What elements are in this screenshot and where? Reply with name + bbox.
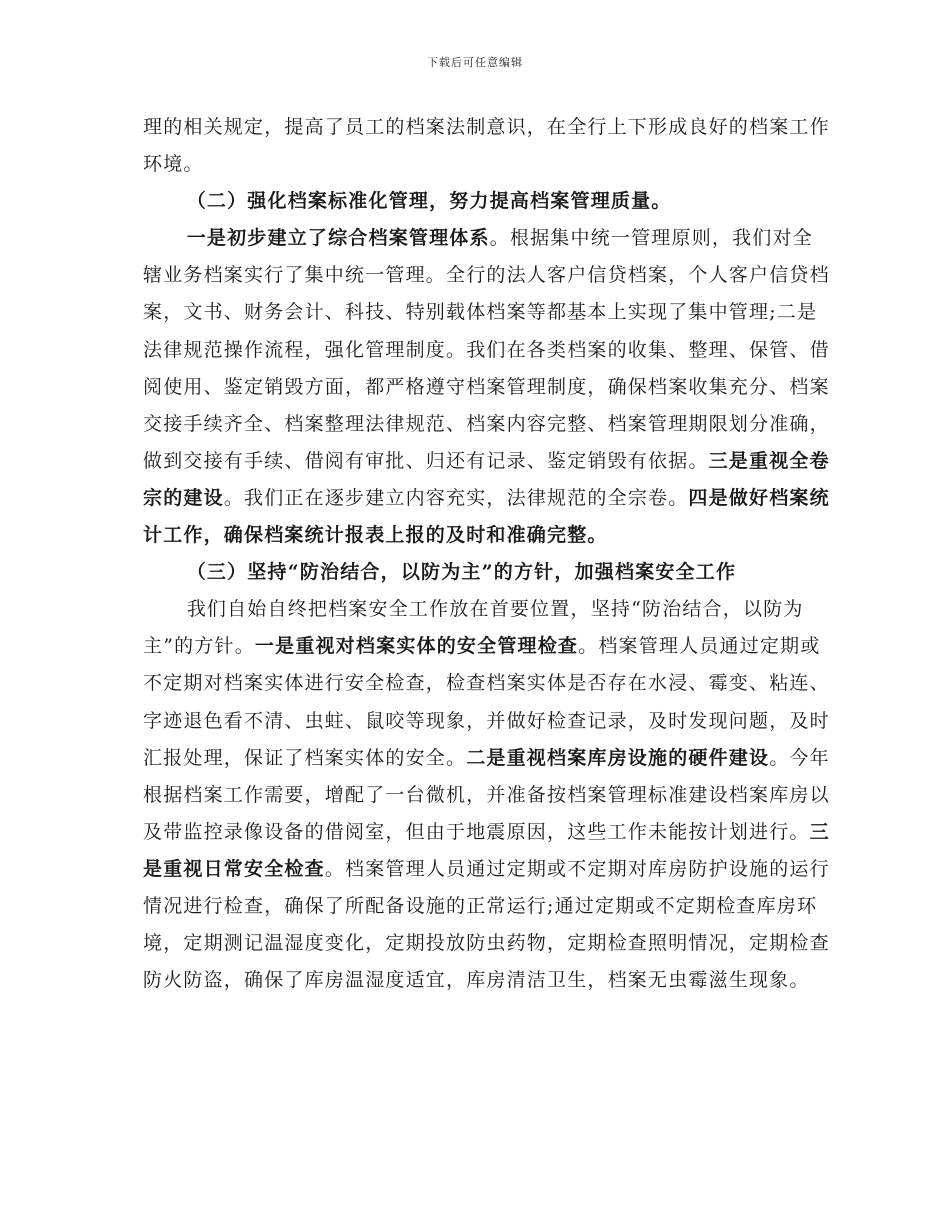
section-heading-2: （二）强化档案标准化管理，努力提高档案管理质量。 (186, 190, 672, 213)
point-1-bold: 一是初步建立了综合档案管理体系 (186, 227, 490, 250)
safety-point-1-bold: 一是重视对档案实体的安全管理检查 (254, 635, 579, 658)
point-3-bold: 三是重视全卷宗的建设 (143, 449, 830, 509)
safety-intro-text: 我们自始自终把档案安全工作放在首要位置，坚持“防治结合，以防为主”的方针。 (143, 598, 804, 658)
paragraph-env-text: 理的相关规定，提高了员工的档案法制意识，在全行上下形成良好的档案工作环境。 (143, 116, 830, 176)
point-4-bold: 四是做好档案统计工作，确保档案统计报表上报的及时和准确完整。 (143, 486, 830, 547)
safety-point-1-text: 。档案管理人员通过定期或不定期对档案实体进行安全检查，检查档案实体是否存在水浸、霉变、粘连、字迹退色看不清、虫蛀、鼠咬等现象，并做好检查记录，及时发现问题，及时汇报处理，保证了档案实体的安全。 (143, 635, 830, 769)
paragraph-safety (143, 591, 833, 999)
point-1-text: 。根据集中统一管理原则，我们对全辖业务档案实行了集中统一管理。全行的法人客户信贷档案，个人客户信贷档案，文书、财务会计、科技、特别载体档案等都基本上实现了集中管理;二是法律规范操作流程，强化管理制度。我们在各类档案的收集、整理、保管、借阅使用、鉴定销毁方面，都严格遵守档案管理制度，确保档案收集充分、档案交接手续齐全、档案整理法律规范、档案内容完整、档案管理期限划分准确，做到交接有手续、借阅有审批、归还有记录、鉴定销毁有依据。 (143, 227, 830, 472)
point-3-text: 。我们正在逐步建立内容充实，法律规范的全宗卷。 (223, 486, 689, 509)
document-body (143, 109, 833, 999)
safety-point-2-bold: 二是重视档案库房设施的硬件建设 (466, 746, 770, 769)
safety-point-3-text: 。档案管理人员通过定期或不定期对库房防护设施的运行情况进行检查，确保了所配备设施的正常运行;通过定期或不定期检查库房环境，定期测记温湿度变化，定期投放防虫药物，定期检查照明情况，定期检查防火防盗，确保了库房温湿度适宜，库房清洁卫生，档案无虫霉滋生现象。 (143, 857, 830, 992)
paragraph-env (143, 109, 833, 183)
safety-point-3-bold: 三是重视日常安全检查 (143, 820, 830, 880)
page-header-note: 下载后可任意编辑 (427, 56, 523, 69)
section-heading-3: （三）坚持“防治结合，以防为主”的方针，加强档案安全工作 (186, 561, 737, 584)
safety-point-2-text: 。今年根据档案工作需要，增配了一台微机，并准备按档案管理标准建设档案库房以及带监控录像设备的借阅室，但由于地震原因，这些工作未能按计划进行。 (143, 746, 830, 843)
paragraph-standardization (143, 220, 833, 554)
